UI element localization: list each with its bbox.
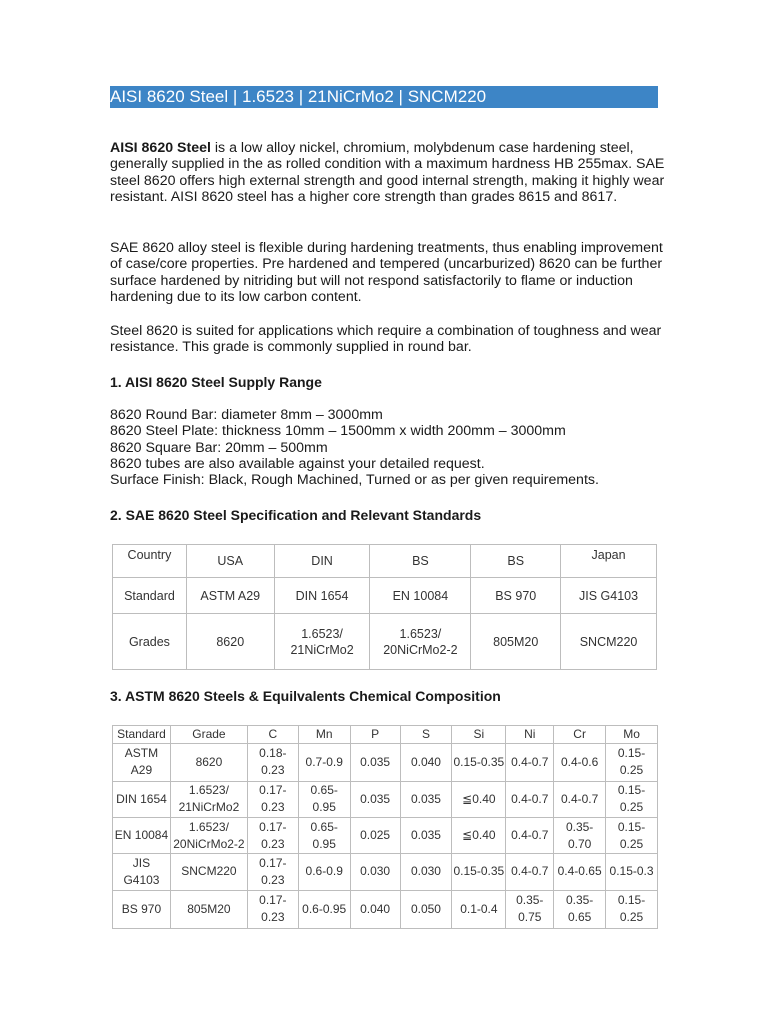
page-title: AISI 8620 Steel | 1.6523 | 21NiCrMo2 | SNCM220 [110, 87, 487, 106]
table-cell: BS [370, 545, 471, 578]
table-cell: EN 10084 [370, 578, 471, 614]
table-cell: 0.15- 0.25 [606, 744, 658, 781]
table-cell: 0.035 [400, 781, 452, 817]
table-cell: 1.6523/ 20NiCrMo2-2 [370, 614, 471, 670]
table-cell: 8620 [186, 614, 274, 670]
table-cell: Mo [606, 726, 658, 744]
table-cell: 0.15- 0.25 [606, 781, 658, 817]
table-cell: 0.18- 0.23 [247, 744, 298, 781]
table-cell: 0.35- 0.75 [506, 890, 554, 928]
table-cell: 0.4-0.7 [506, 817, 554, 853]
table-cell: C [247, 726, 298, 744]
table-row [113, 817, 658, 853]
table-cell: 1.6523/ 21NiCrMo2 [274, 614, 370, 670]
table-cell: 0.35- 0.65 [554, 890, 606, 928]
table-row [113, 545, 657, 578]
table-row [113, 890, 658, 928]
table-cell: Mn [298, 726, 350, 744]
table-cell: 0.4-0.7 [506, 781, 554, 817]
table-cell: 0.17- 0.23 [247, 854, 298, 890]
supply-line: 8620 Square Bar: 20mm – 500mm [110, 439, 328, 456]
intro-paragraph [110, 140, 670, 205]
standards-table [112, 544, 657, 670]
table-cell: 0.6-0.9 [298, 854, 350, 890]
table-cell: 0.7-0.9 [298, 744, 350, 781]
table-cell: 0.17- 0.23 [247, 890, 298, 928]
table-cell: 0.15-0.35 [452, 854, 506, 890]
table-cell: 0.17- 0.23 [247, 781, 298, 817]
supply-line: Surface Finish: Black, Rough Machined, Turned or as per given requirements. [110, 472, 599, 489]
table-cell: 0.15- 0.25 [606, 890, 658, 928]
table-cell: 0.17- 0.23 [247, 817, 298, 853]
table-cell: 0.4-0.6 [554, 744, 606, 781]
table-cell: 0.15-0.3 [606, 854, 658, 890]
table-cell: 0.65- 0.95 [298, 817, 350, 853]
table-cell: 0.035 [400, 817, 452, 853]
table-cell: S [400, 726, 452, 744]
table-cell: 0.1-0.4 [452, 890, 506, 928]
table-cell: 0.15- 0.25 [606, 817, 658, 853]
section2-heading: 2. SAE 8620 Steel Specification and Relevant Standards [110, 507, 482, 523]
table-cell: EN 10084 [113, 817, 171, 853]
table-row [113, 781, 658, 817]
table-row [113, 744, 658, 781]
table-cell: P [350, 726, 400, 744]
table-cell: JIS G4103 [113, 854, 171, 890]
table-cell: DIN 1654 [113, 781, 171, 817]
table-cell: DIN 1654 [274, 578, 370, 614]
table-cell: 0.030 [350, 854, 400, 890]
table-cell: 0.4-0.7 [506, 854, 554, 890]
table-cell: 805M20 [471, 614, 561, 670]
table-cell: SNCM220 [170, 854, 247, 890]
table-cell: 1.6523/ 21NiCrMo2 [170, 781, 247, 817]
supply-line: 8620 tubes are also available against your detailed request. [110, 455, 485, 472]
supply-line: 8620 Steel Plate: thickness 10mm – 1500mm x width 200mm – 3000mm [110, 423, 566, 440]
table-cell: 1.6523/ 20NiCrMo2-2 [170, 817, 247, 853]
table-cell: Si [452, 726, 506, 744]
table-cell: 0.030 [400, 854, 452, 890]
table-cell: 0.025 [350, 817, 400, 853]
applications-paragraph: Steel 8620 is suited for applications which require a combination of toughness and wear resistance. This grade is commonly supplied in round bar. [110, 323, 662, 356]
table-cell: BS [471, 545, 561, 578]
table-cell: 8620 [170, 744, 247, 781]
supply-line: 8620 Round Bar: diameter 8mm – 3000mm [110, 407, 383, 423]
table-cell: Ni [506, 726, 554, 744]
section3-heading: 3. ASTM 8620 Steels & Equilvalents Chemical Composition [110, 688, 501, 704]
table-cell: ≦0.40 [452, 817, 506, 853]
table-cell: 0.4-0.7 [506, 744, 554, 781]
table-cell: Standard [113, 726, 171, 744]
table-cell: 0.65- 0.95 [298, 781, 350, 817]
table-cell: 0.4-0.7 [554, 781, 606, 817]
table-cell: 805M20 [170, 890, 247, 928]
supply-range-list [110, 407, 599, 488]
page-title-bar [110, 86, 658, 108]
table-cell: Standard [113, 578, 187, 614]
intro-bold: AISI 8620 Steel [110, 140, 211, 156]
table-cell: 0.050 [400, 890, 452, 928]
table-cell: Country [113, 545, 187, 578]
table-cell: SNCM220 [561, 614, 657, 670]
table-cell: ASTM A29 [113, 744, 171, 781]
table-cell: 0.35- 0.70 [554, 817, 606, 853]
table-row [113, 726, 658, 744]
table-cell: ASTM A29 [186, 578, 274, 614]
section1-heading: 1. AISI 8620 Steel Supply Range [110, 374, 322, 390]
composition-table [112, 725, 658, 929]
table-cell: 0.4-0.65 [554, 854, 606, 890]
table-cell: USA [186, 545, 274, 578]
table-cell: ≦0.40 [452, 781, 506, 817]
table-row [113, 614, 657, 670]
table-cell: Grades [113, 614, 187, 670]
table-cell: BS 970 [471, 578, 561, 614]
table-row [113, 578, 657, 614]
table-cell: 0.035 [350, 781, 400, 817]
table-cell: 0.040 [350, 890, 400, 928]
table-cell: Grade [170, 726, 247, 744]
table-cell: 0.040 [400, 744, 452, 781]
table-cell: 0.035 [350, 744, 400, 781]
table-cell: Cr [554, 726, 606, 744]
table-cell: JIS G4103 [561, 578, 657, 614]
intro-text: is a low alloy nickel, chromium, molybdenum case hardening steel, generally supplied in the as rolled condition with a maximum hardness HB 255max. SAE steel 8620 offers high external strength and good internal strength, making it highly wear resistant. AISI 8620 steel has a higher core strength than grades 8615 and 8617. [110, 140, 665, 205]
table-cell: BS 970 [113, 890, 171, 928]
table-cell: 0.6-0.95 [298, 890, 350, 928]
table-cell: Japan [561, 545, 657, 578]
table-cell: 0.15-0.35 [452, 744, 506, 781]
hardening-paragraph: SAE 8620 alloy steel is flexible during hardening treatments, thus enabling improvement of case/core properties. Pre hardened and tempered (uncarburized) 8620 can be further surface hardened by nitriding but will not respond satisfactorily to flame or induction hardening due to its low carbon content. [110, 240, 663, 305]
table-row [113, 854, 658, 890]
table-cell: DIN [274, 545, 370, 578]
